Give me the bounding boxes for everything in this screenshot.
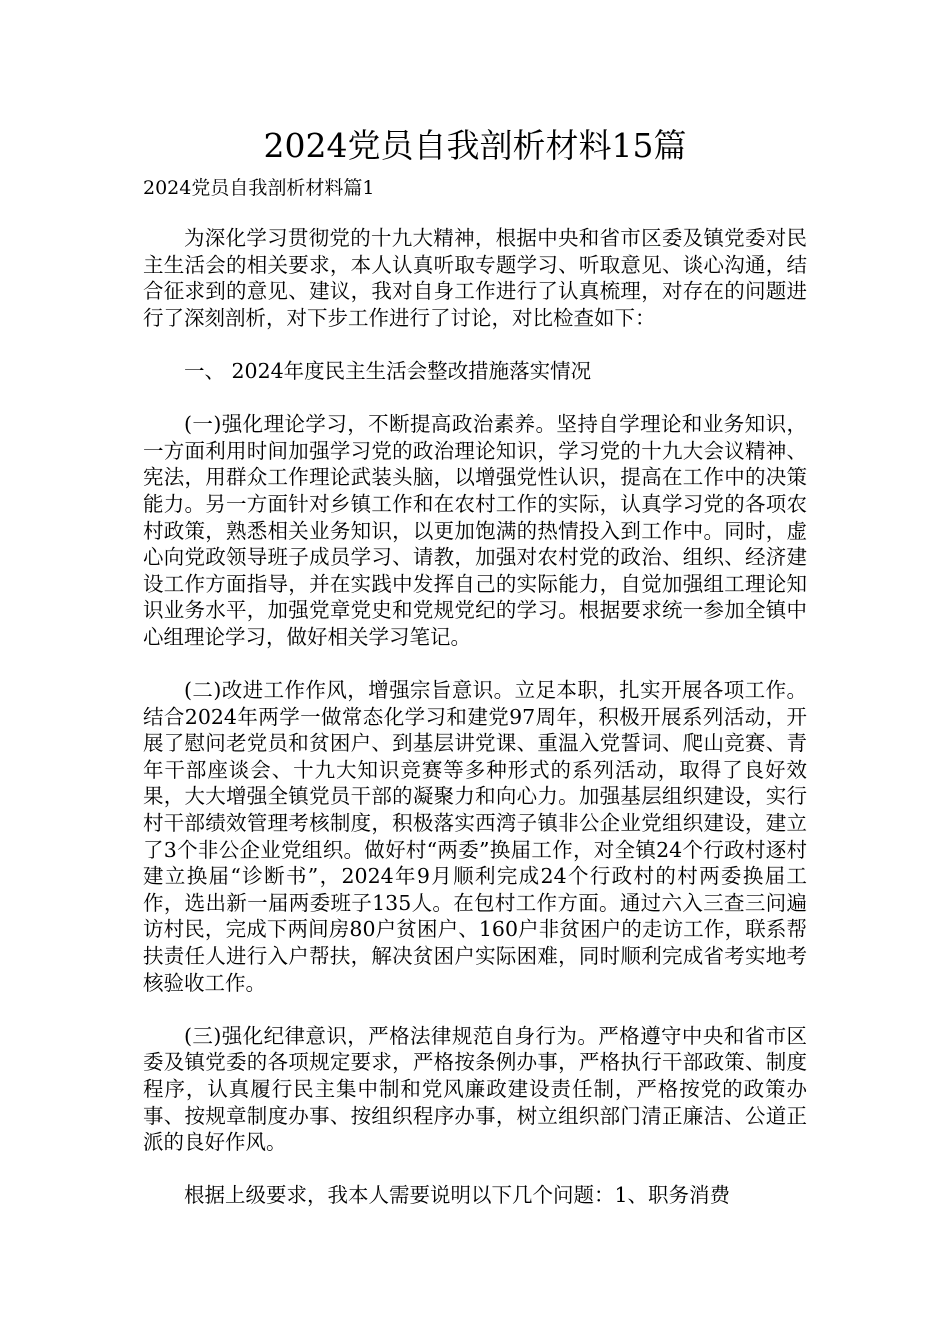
document-subtitle: 2024党员自我剖析材料篇1 bbox=[143, 177, 375, 199]
paragraph-work-style: (二)改进工作作风，增强宗旨意识。立足本职，扎实开展各项工作。结合2024年两学一做常态化学习和建党97周年，积极开展系列活动，开展了慰问老党员和贫困户、到基层讲党课、重温入党誓词、爬山竞赛、青年干部座谈会、十九大知识竞赛等多种形式的系列活动，取得了良好效果，大大增强全镇党员干部的凝聚力和向心力。加强基层组织建设，实行村干部绩效管理考核制度，积极落实西湾子镇非公企业党组织建设，建立了3个非公企业党组织。做好村“两委”换届工作，对全镇24个行政村逐村建立换届“诊断书”，2024年9月顺利完成24个行政村的村两委换届工作，选出新一届两委班子135人。在包村工作方面。通过六入三查三问遍访村民，完成下两间房80户贫困户、160户非贫困户的走访工作，联系帮扶责任人进行入户帮扶，解决贫困户实际困难，同时顺利完成省考实地考核验收工作。 bbox=[143, 678, 807, 995]
section-heading: 一、 2024年度民主生活会整改措施落实情况 bbox=[184, 358, 592, 383]
paragraph-theory-study: (一)强化理论学习，不断提高政治素养。坚持自学理论和业务知识，一方面利用时间加强学习党的政治理论知识，学习党的十九大会议精神、宪法，用群众工作理论武装头脑，以增强党性认识，提高在工作中的决策能力。另一方面针对乡镇工作和在农村工作的实际，认真学习党的各项农村政策，熟悉相关业务知识，以更加饱满的热情投入到工作中。同时，虚心向党政领导班子成员学习、请教，加强对农村党的政治、组织、经济建设工作方面指导，并在实践中发挥自己的实际能力，自觉加强组工理论知识业务水平，加强党章党史和党规党纪的学习。根据要求统一参加全镇中心组理论学习，做好相关学习笔记。 bbox=[143, 412, 807, 649]
document-body bbox=[143, 225, 807, 1236]
document-title: 2024党员自我剖析材料15篇 bbox=[263, 126, 687, 165]
intro-paragraph: 为深化学习贯彻党的十九大精神，根据中央和省市区委及镇党委对民主生活会的相关要求，本人认真听取专题学习、听取意见、谈心沟通，结合征求到的意见、建议，我对自身工作进行了认真梳理，对存在的问题进行了深刻剖析，对下步工作进行了讨论，对比检查如下： bbox=[143, 226, 807, 330]
paragraph-discipline: (三)强化纪律意识，严格法律规范自身行为。严格遵守中央和省市区委及镇党委的各项规定要求，严格按条例办事，严格执行干部政策、制度程序，认真履行民主集中制和党风廉政建设责任制，严格按党的政策办事、按规章制度办事、按组织程序办事，树立组织部门清正廉洁、公道正派的良好作风。 bbox=[143, 1023, 807, 1155]
paragraph-explanation: 根据上级要求，我本人需要说明以下几个问题：1、职务消费 bbox=[184, 1183, 731, 1208]
